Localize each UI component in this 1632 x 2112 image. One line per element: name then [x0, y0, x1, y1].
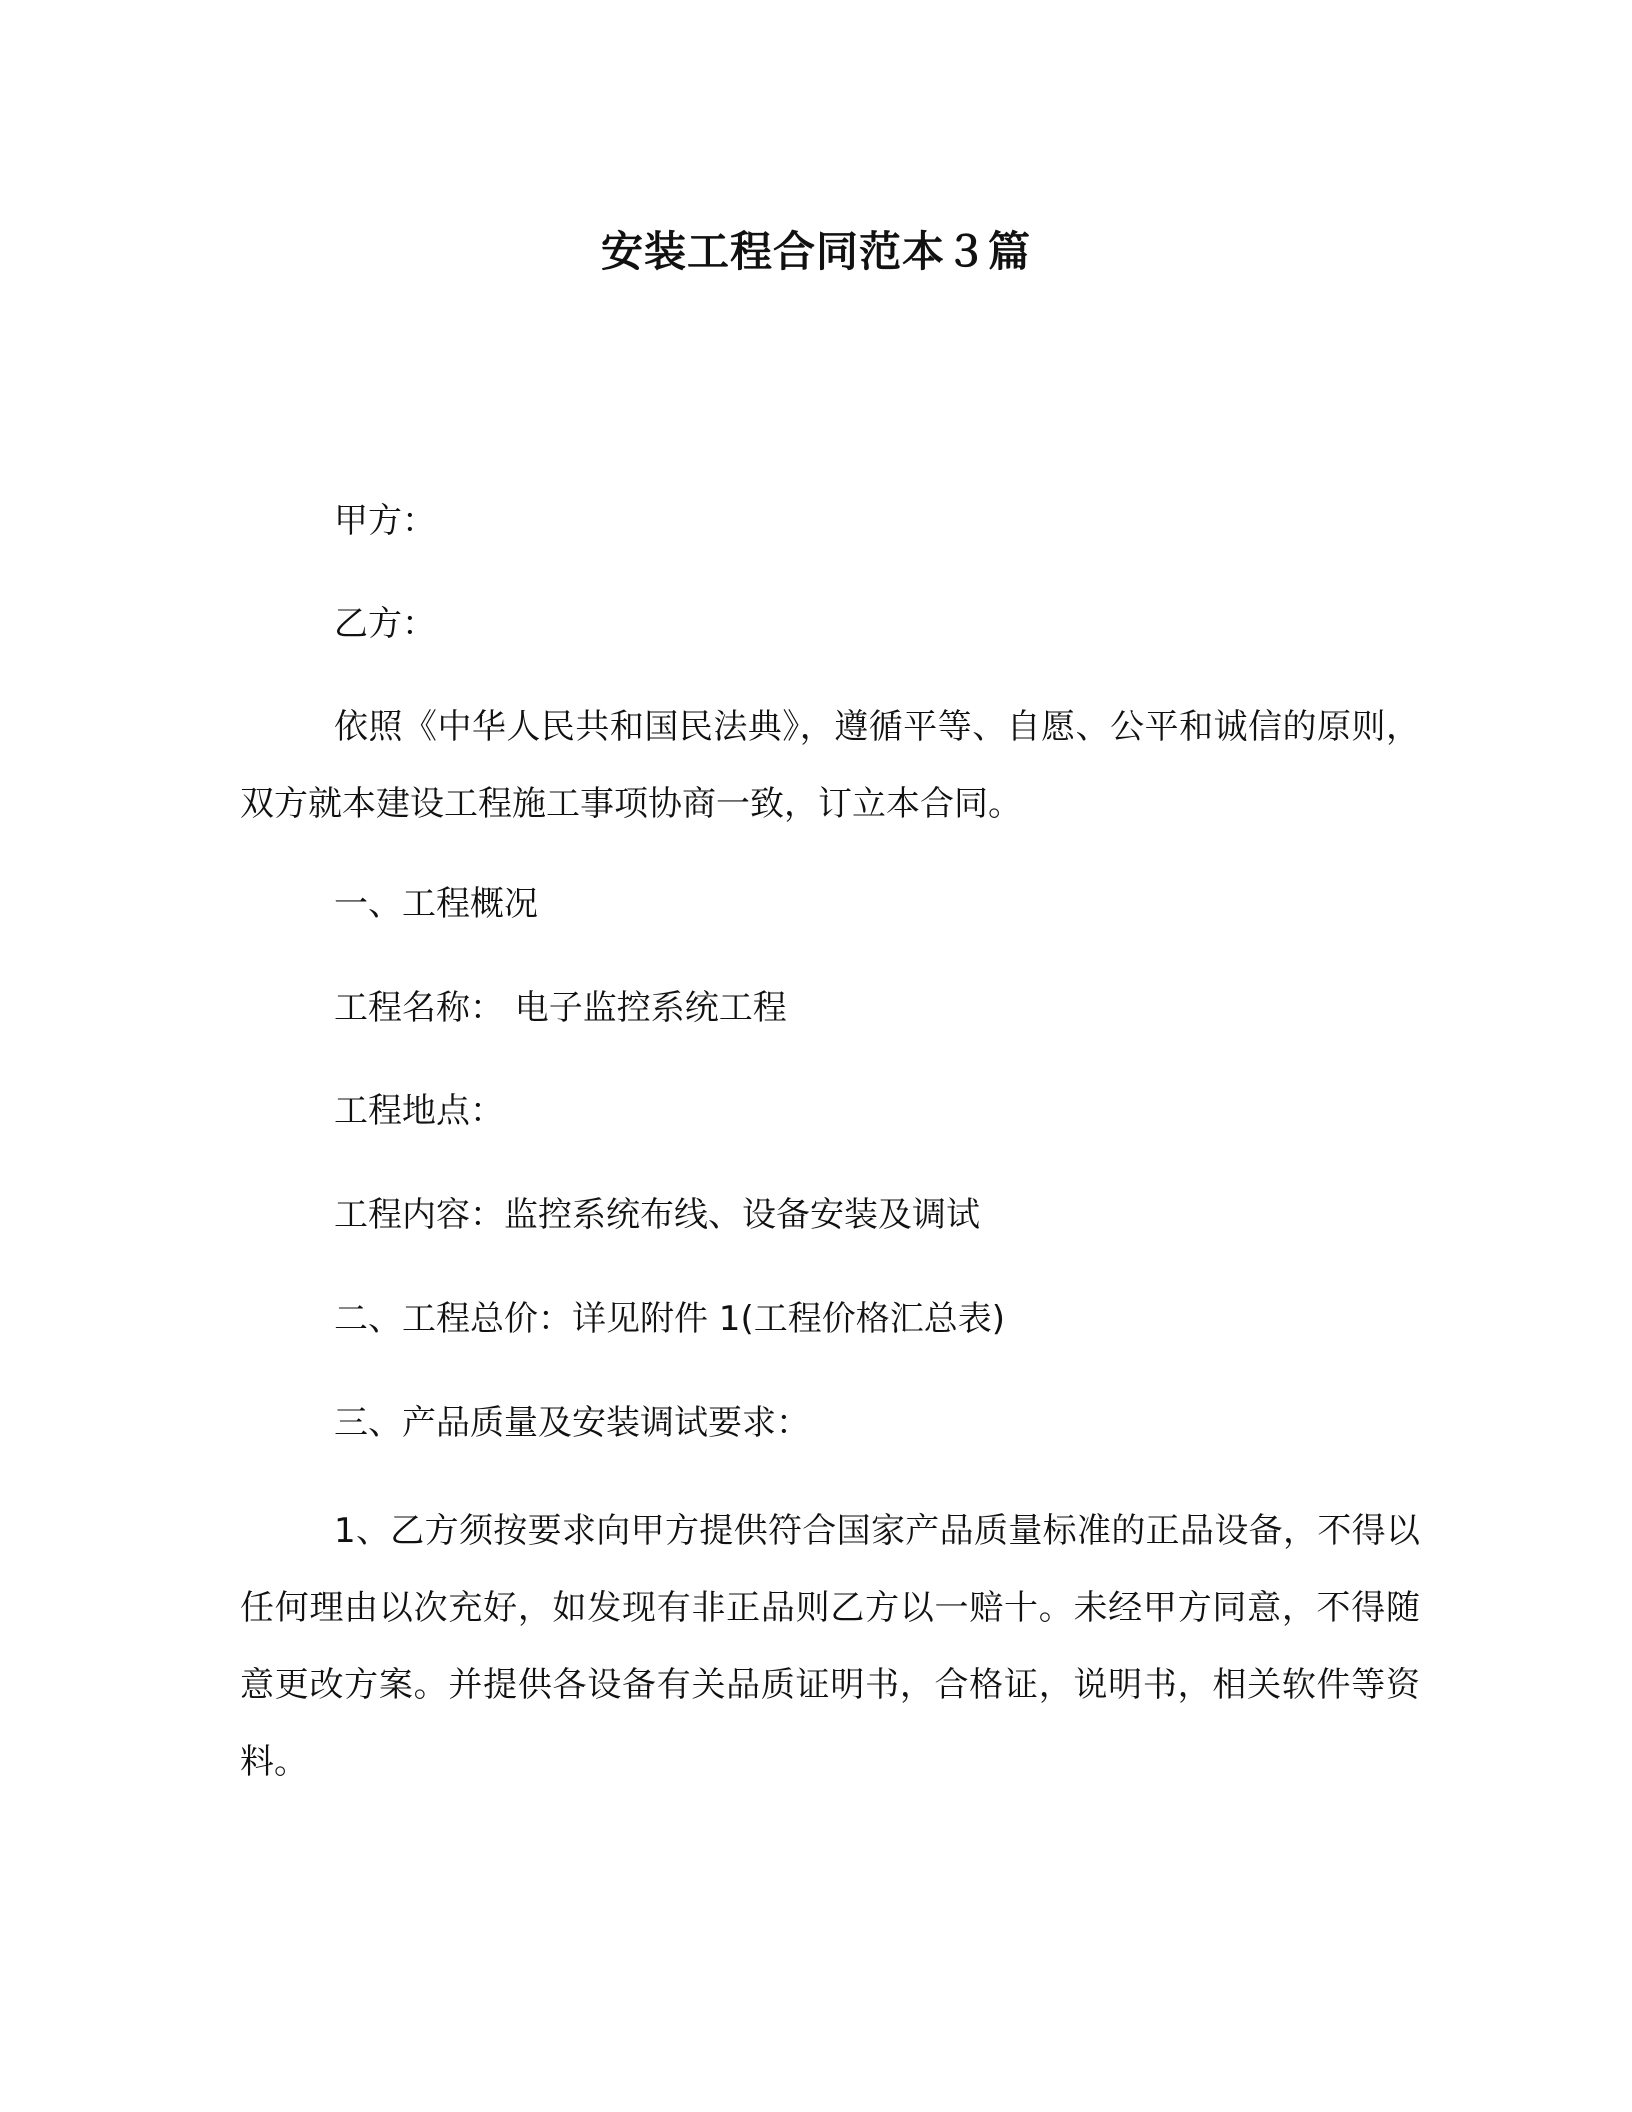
party-a-label: 甲方： — [334, 501, 436, 541]
project-content-line: 工程内容：监控系统布线、设备安装及调试 — [334, 1195, 980, 1235]
project-location-line: 工程地点： — [334, 1091, 504, 1131]
project-name-line: 工程名称： 电子监控系统工程 — [334, 988, 787, 1028]
document-title: 安装工程合同范本３篇 — [600, 227, 1031, 276]
section2-line: 二、工程总价：详见附件 1(工程价格汇总表) — [334, 1299, 1005, 1339]
party-b-label: 乙方： — [334, 604, 436, 644]
clause1-paragraph: 1、乙方须按要求向甲方提供符合国家产品质量标准的正品设备，不得以任何理由以次充好，如发现有非正品则乙方以一赔十。未经甲方同意，不得随意更改方案。并提供各设备有关品质证明书，合格证，说明书，相关软件等资料。 — [240, 1511, 1420, 1782]
intro-paragraph: 依照《中华人民共和国民法典》，遵循平等、自愿、公平和诚信的原则，双方就本建设工程施工事项协商一致，订立本合同。 — [240, 707, 1420, 824]
section3-heading: 三、产品质量及安装调试要求： — [334, 1403, 810, 1443]
section1-heading: 一、工程概况 — [334, 884, 538, 924]
